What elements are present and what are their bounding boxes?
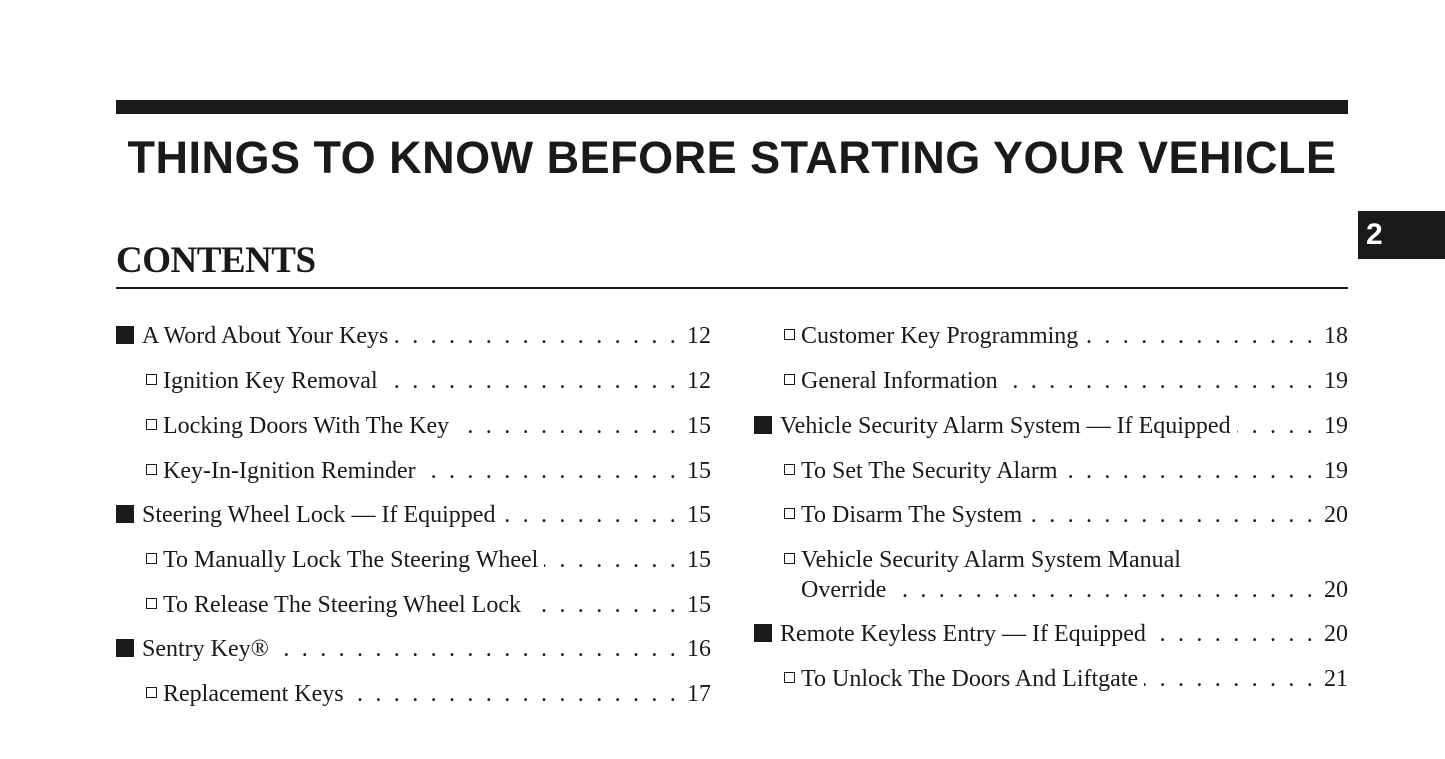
toc-entry-page: 15: [687, 547, 711, 573]
toc-entry[interactable]: [116, 679, 711, 709]
toc-entry[interactable]: [754, 545, 1348, 605]
dot-leader: [544, 545, 679, 575]
toc-entry-label: Vehicle Security Alarm System Manual: [801, 547, 1181, 573]
toc-entry[interactable]: [116, 634, 711, 664]
toc-entry-page: 21: [1324, 666, 1348, 692]
subsection-marker-icon: [146, 598, 157, 609]
dot-leader: [1028, 500, 1316, 530]
subsection-marker-icon: [784, 464, 795, 475]
toc-entry-label: Ignition Key Removal: [163, 368, 378, 394]
dot-leader: [1152, 619, 1316, 649]
subsection-marker-icon: [146, 464, 157, 475]
dot-leader: [350, 679, 679, 709]
section-marker-icon: [754, 624, 772, 642]
toc-entry-label: To Manually Lock The Steering Wheel: [163, 547, 539, 573]
chapter-tab[interactable]: 2: [1358, 211, 1445, 259]
toc-entry[interactable]: [754, 366, 1348, 396]
dot-leader: [892, 575, 1316, 605]
dot-leader: [527, 590, 679, 620]
subsection-marker-icon: [784, 672, 795, 683]
toc-entry-label: Vehicle Security Alarm System — If Equipped: [780, 413, 1231, 439]
dot-leader: [1004, 366, 1316, 396]
toc-entry-label: A Word About Your Keys: [142, 323, 389, 349]
dot-leader: [1144, 664, 1316, 694]
toc-entry-page: 19: [1324, 413, 1348, 439]
toc-entry-label: To Disarm The System: [801, 502, 1023, 528]
toc-entry-page: 20: [1324, 621, 1348, 647]
contents-heading: CONTENTS: [116, 240, 316, 281]
dot-leader: [394, 321, 679, 351]
toc-entry-label: General Information: [801, 368, 998, 394]
toc-entry[interactable]: [116, 411, 711, 441]
toc-entry-page: 15: [687, 502, 711, 528]
dot-leader: [422, 456, 679, 486]
toc-entry[interactable]: [116, 545, 711, 575]
toc-entry[interactable]: [116, 321, 711, 351]
toc-entry[interactable]: [116, 366, 711, 396]
dot-leader: [384, 366, 679, 396]
toc-entry[interactable]: [116, 500, 711, 530]
subsection-marker-icon: [146, 553, 157, 564]
subsection-marker-icon: [784, 508, 795, 519]
toc-entry[interactable]: [116, 456, 711, 486]
subsection-marker-icon: [146, 374, 157, 385]
toc-entry-page: 19: [1324, 458, 1348, 484]
toc-entry-label: To Set The Security Alarm: [801, 458, 1058, 484]
toc-entry-page: 16: [687, 636, 711, 662]
toc-entry-label: Key-In-Ignition Reminder: [163, 458, 416, 484]
subsection-marker-icon: [784, 374, 795, 385]
section-marker-icon: [116, 639, 134, 657]
toc-entry[interactable]: [754, 619, 1348, 649]
toc-entry-page: 20: [1324, 502, 1348, 528]
dot-leader: [1084, 321, 1316, 351]
header-rule: [116, 100, 1348, 114]
section-marker-icon: [754, 416, 772, 434]
toc-entry-page: 15: [687, 413, 711, 439]
toc-entry-label-continued: Override: [801, 577, 887, 603]
toc-entry[interactable]: [754, 456, 1348, 486]
chapter-title: THINGS TO KNOW BEFORE STARTING YOUR VEHICLE: [127, 132, 1337, 183]
dot-leader: [275, 634, 679, 664]
dot-leader: [501, 500, 679, 530]
toc-entry-page: 19: [1324, 368, 1348, 394]
toc-entry[interactable]: [754, 500, 1348, 530]
toc-entry-label: Sentry Key®: [142, 636, 269, 662]
toc-entry-page: 15: [687, 458, 711, 484]
toc-entry-label: To Unlock The Doors And Liftgate: [801, 666, 1139, 692]
toc-entry[interactable]: [754, 321, 1348, 351]
subsection-marker-icon: [784, 329, 795, 340]
subsection-marker-icon: [784, 553, 795, 564]
toc-entry-label: Replacement Keys: [163, 681, 344, 707]
toc-entry[interactable]: [754, 411, 1348, 441]
toc-entry-label: Customer Key Programming: [801, 323, 1079, 349]
toc-entry-label: Remote Keyless Entry — If Equipped: [780, 621, 1146, 647]
section-marker-icon: [116, 326, 134, 344]
dot-leader: [1064, 456, 1317, 486]
dot-leader: [455, 411, 679, 441]
toc-entry-page: 15: [687, 592, 711, 618]
section-marker-icon: [116, 505, 134, 523]
toc-entry-label: Locking Doors With The Key: [163, 413, 450, 439]
toc-entry[interactable]: [116, 590, 711, 620]
toc-entry-page: 18: [1324, 323, 1348, 349]
toc-entry-page: 12: [687, 323, 711, 349]
dot-leader: [1237, 411, 1316, 441]
toc-entry-page: 17: [687, 681, 711, 707]
toc-entry-page: 12: [687, 368, 711, 394]
toc-entry-page: 20: [1324, 577, 1348, 603]
subsection-marker-icon: [146, 687, 157, 698]
toc-entry[interactable]: [754, 664, 1348, 694]
toc-entry-label: To Release The Steering Wheel Lock: [163, 592, 521, 618]
subsection-marker-icon: [146, 419, 157, 430]
toc-entry-label: Steering Wheel Lock — If Equipped: [142, 502, 496, 528]
contents-rule: [116, 287, 1348, 289]
